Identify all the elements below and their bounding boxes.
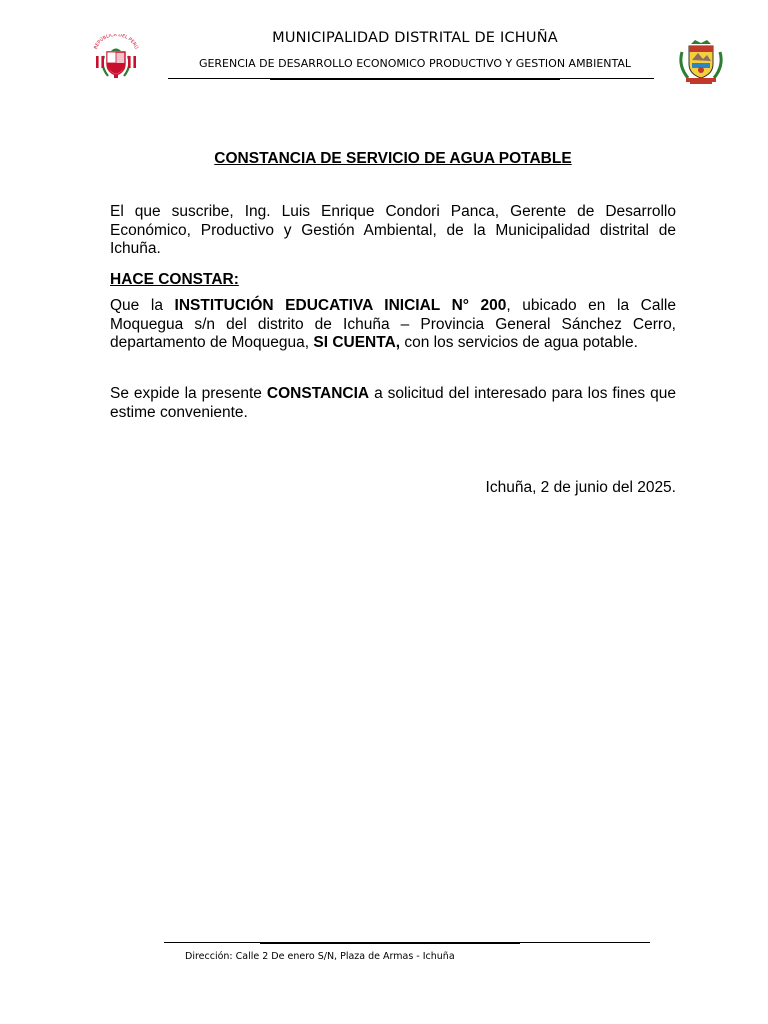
intro-paragraph: El que suscribe, Ing. Luis Enrique Condori Panca, Gerente de Desarrollo Económico, Productivo y Gestión Ambiental, de la Municipalidad distrital de Ichuña. — [110, 203, 676, 257]
institution-name: INSTITUCIÓN EDUCATIVA INICIAL N° 200 — [174, 297, 507, 314]
constancia-emphasis: CONSTANCIA — [266, 385, 370, 402]
text-run: con los servicios de agua potable. — [400, 334, 638, 351]
footer-address: Dirección: Calle 2 De enero S/N, Plaza de Armas - Ichuña — [185, 951, 455, 962]
header-divider-accent — [270, 78, 560, 80]
hace-constar-heading: HACE CONSTAR: — [110, 271, 239, 288]
text-run: Que la — [110, 297, 175, 314]
date-line: Ichuña, 2 de junio del 2025. — [485, 479, 676, 496]
logo-arc-text: REPÚBLICA DEL PERÚ — [93, 34, 139, 51]
ichuna-municipal-shield-icon — [676, 38, 726, 86]
peru-coat-of-arms-icon — [90, 34, 142, 80]
document-title: CONSTANCIA DE SERVICIO DE AGUA POTABLE — [214, 150, 572, 167]
department-name: GERENCIA DE DESARROLLO ECONOMICO PRODUCTIVO Y GESTION AMBIENTAL — [198, 57, 632, 70]
text-run: a solicitud del interesado para los fines que estime conveniente. — [110, 385, 676, 421]
municipality-name: MUNICIPALIDAD DISTRITAL DE ICHUÑA — [272, 30, 558, 46]
closing-paragraph — [110, 385, 676, 422]
text-run: , ubicado en la Calle Moquegua s/n del distrito de Ichuña – Provincia General Sánchez Cerro, departamento de Moquegua, — [110, 297, 676, 351]
footer-divider-accent — [260, 942, 520, 944]
text-run: Se expide la presente — [110, 385, 267, 402]
status-emphasis: SI CUENTA, — [313, 334, 401, 351]
certification-paragraph — [110, 297, 676, 353]
